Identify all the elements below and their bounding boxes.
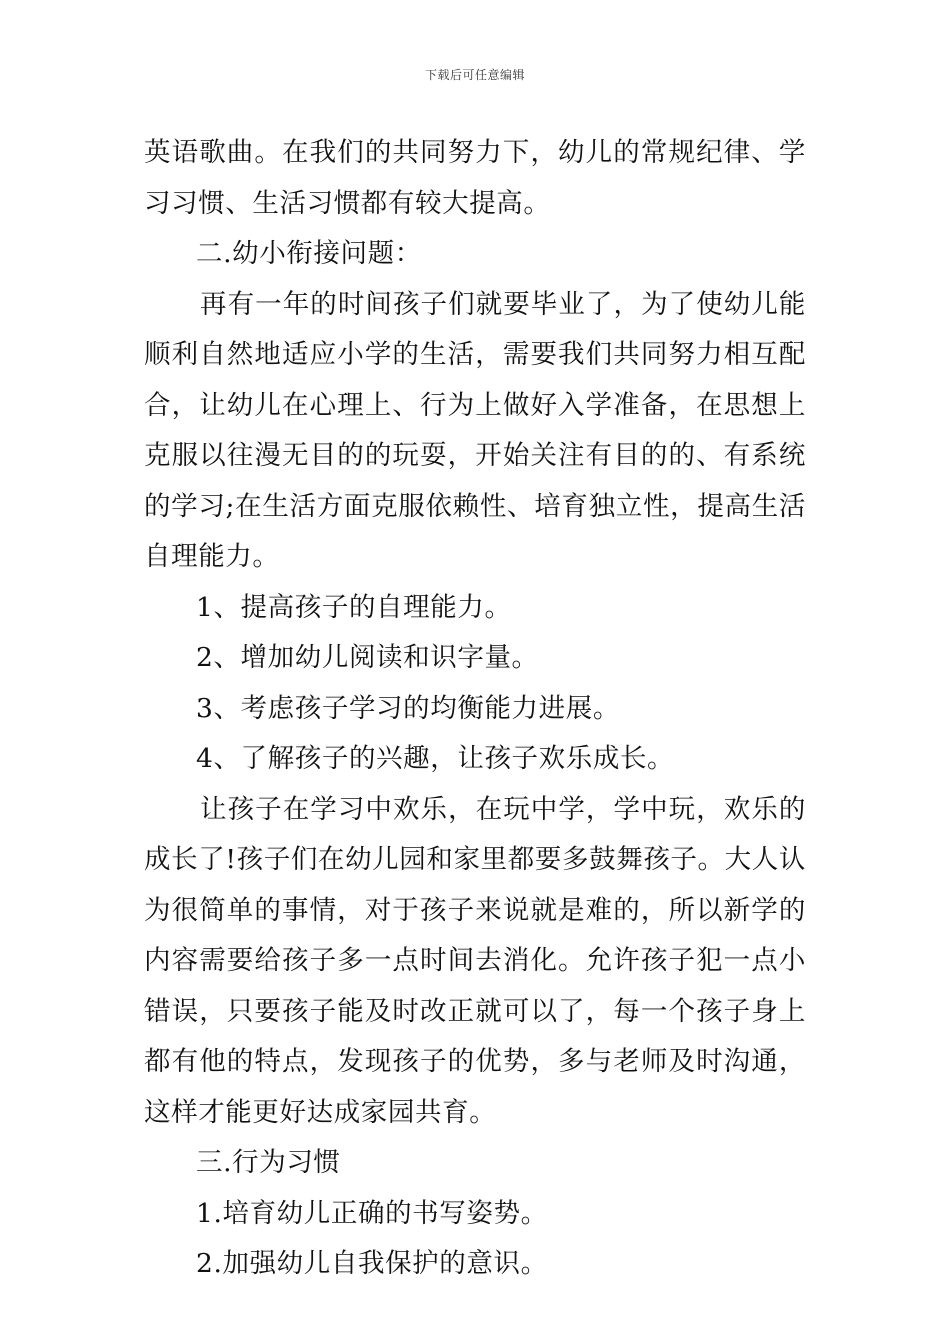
page-header: 下载后可任意编辑 — [424, 68, 525, 82]
list-item-balanced-learning: 3、考虑孩子学习的均衡能力进展。 — [196, 692, 620, 724]
paragraph-happy-learning: 让孩子在学习中欢乐，在玩中学，学中玩，欢乐的成长了!孩子们在幼儿园和家里都要多鼓舞孩子。大人认为很简单的事情，对于孩子来说就是难的，所以新学的内容需要给孩子多一点时间去消化。允许孩子犯一点小错误，只要孩子能及时改正就可以了，每一个孩子身上都有他的特点，发现孩子的优势，多与老师及时沟通，这样才能更好达成家园共育。 — [144, 793, 806, 1128]
list-item-reading: 2、增加幼儿阅读和识字量。 — [196, 642, 539, 673]
paragraph-transition-body: 再有一年的时间孩子们就要毕业了，为了使幼儿能顺利自然地适应小学的生活，需要我们共同努力相互配合，让幼儿在心理上、行为上做好入学准备，在思想上克服以往漫无目的的玩耍，开始关注有目的的、有系统的学习;在生活方面克服依赖性、培育独立性，提高生活自理能力。 — [144, 288, 806, 572]
list-item-self-protection: 2.加强幼儿自我保护的意识。 — [196, 1248, 548, 1279]
paragraph-intro-continuation: 英语歌曲。在我们的共同努力下，幼儿的常规纪律、学习习惯、生活习惯都有较大提高。 — [144, 137, 806, 219]
document-body — [144, 128, 806, 1290]
section-heading-behavior: 三.行为习惯 — [196, 1147, 341, 1178]
list-item-self-care: 1、提高孩子的自理能力。 — [196, 591, 512, 623]
list-item-interests: 4、了解孩子的兴趣，让孩子欢乐成长。 — [196, 743, 675, 774]
section-heading-transition: 二.幼小衔接问题： — [196, 238, 422, 269]
list-item-writing-posture: 1.培育幼儿正确的书写姿势。 — [196, 1197, 548, 1229]
